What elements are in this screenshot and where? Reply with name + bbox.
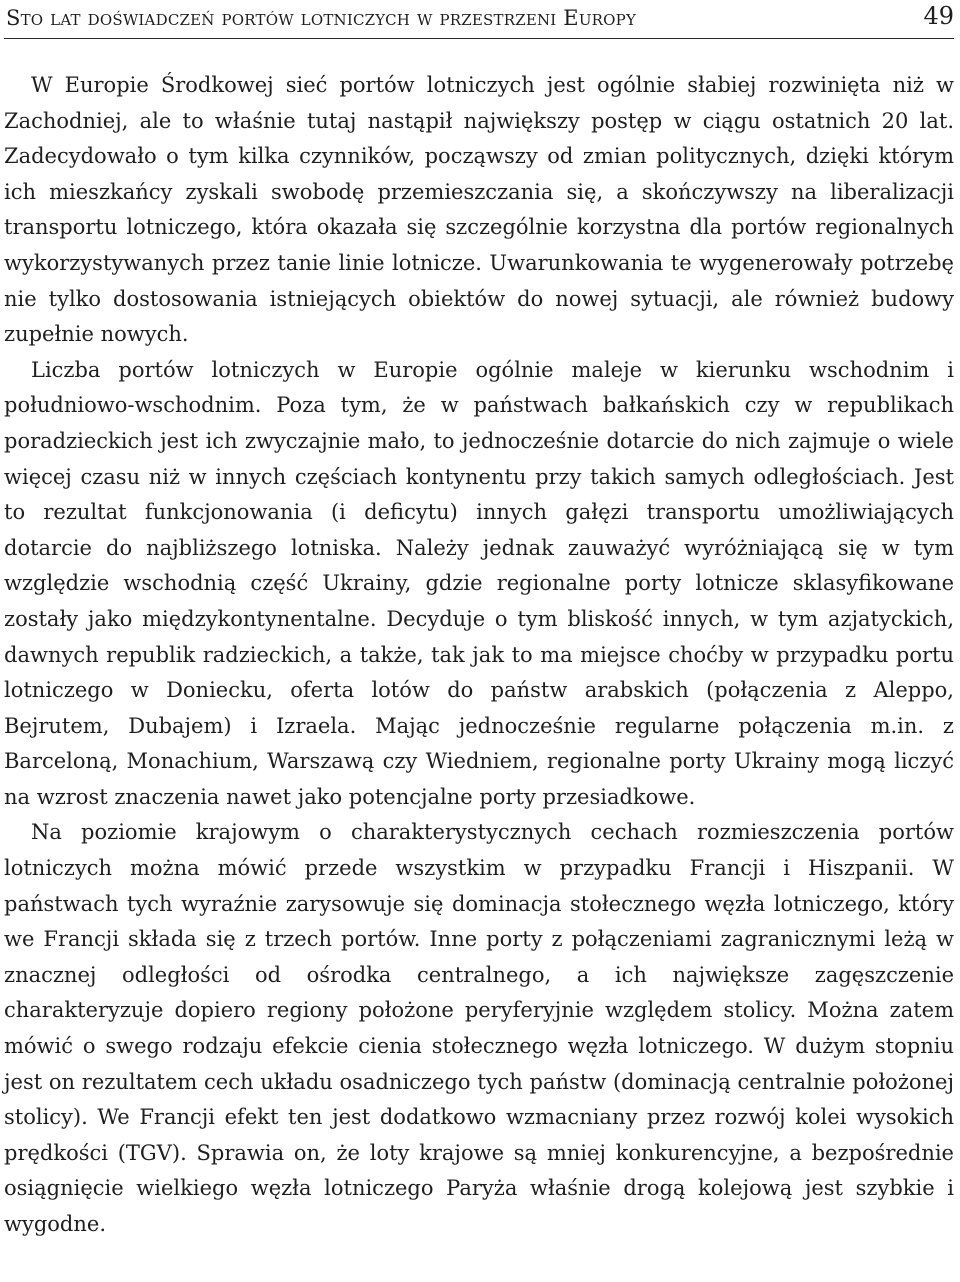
paragraph-2: Liczba portów lotniczych w Europie ogólnie maleje w kierunku wschodnim i południowo-wschodnim. Poza tym, że w państwach bałkańskich czy w republikach poradzieckich jest ich zwyczajnie mało, to jednocześnie dotarcie do nich zajmuje o wiele więcej czasu niż w innych częściach kontynentu przy takich samych odległościach. Jest to rezultat funkcjonowania (i deficytu) innych gałęzi transportu umożliwiających dotarcie do najbliższego lotniska. Należy jednak zauważyć wyróżniającą się w tym względzie wschodnią część Ukrainy, gdzie regionalne porty lotnicze sklasyfikowane zostały jako międzykontynentalne. Decyduje o tym bliskość innych, w tym azjatyckich, dawnych republik radzieckich, a także, tak jak to ma miejsce choćby w przypadku portu lotniczego w Doniecku, oferta lotów do państw arabskich (połączenia z Aleppo, Bejrutem, Dubajem) i Izraela. Mając jednocześnie regularne połączenia m.in. z Barceloną, Monachium, Warszawą czy Wiedniem, regionalne porty Ukrainy mogą liczyć na wzrost znaczenia nawet jako potencjalne porty przesiadkowe.	[4, 357, 954, 809]
running-head	[4, 4, 954, 39]
book-page	[4, 0, 954, 1282]
paragraph-3: Na poziomie krajowym o charakterystycznych cechach rozmieszczenia portów lotniczych można mówić przede wszystkim w przypadku Francji i Hiszpanii. W państwach tych wyraźnie zarysowuje się dominacja stołecznego węzła lotniczego, który we Francji składa się z trzech portów. Inne porty z połączeniami zagranicznymi leżą w znacznej odległości od ośrodka centralnego, a ich największe zagęszczenie charakteryzuje dopiero regiony położone peryferyjnie względem stolicy. Można zatem mówić o swego rodzaju efekcie cienia stołecznego węzła lotniczego. W dużym stopniu jest on rezultatem cech układu osadniczego tych państw (dominacją centralnie położonej stolicy). We Francji efekt ten jest dodatkowo wzmacniany przez rozwój kolei wysokich prędkości (TGV). Sprawia on, że loty krajowe są mniej konkurencyjne, a bezpośrednie osiągnięcie wielkiego węzła lotniczego Paryża właśnie drogą kolejową jest szybkie i wygodne.	[4, 820, 954, 1236]
running-title: Sto lat doświadczeń portów lotniczych w przestrzeni Europy	[6, 6, 637, 30]
page-number: 49	[923, 2, 954, 30]
paragraph-1: W Europie Środkowej sieć portów lotniczych jest ogólnie słabiej rozwinięta niż w Zachodniej, ale to właśnie tutaj nastąpił największy postęp w ciągu ostatnich 20 lat. Zadecydowało o tym kilka czynników, począwszy od zmian politycznych, dzięki którym ich mieszkańcy zyskali swobodę przemieszczania się, a skończywszy na liberalizacji transportu lotniczego, która okazała się szczególnie korzystna dla portów regionalnych wykorzystywanych przez tanie linie lotnicze. Uwarunkowania te wygenerowały potrzebę nie tylko dostosowania istniejących obiektów do nowej sytuacji, ale również budowy zupełnie nowych.	[4, 73, 954, 347]
body-text	[4, 68, 954, 1243]
